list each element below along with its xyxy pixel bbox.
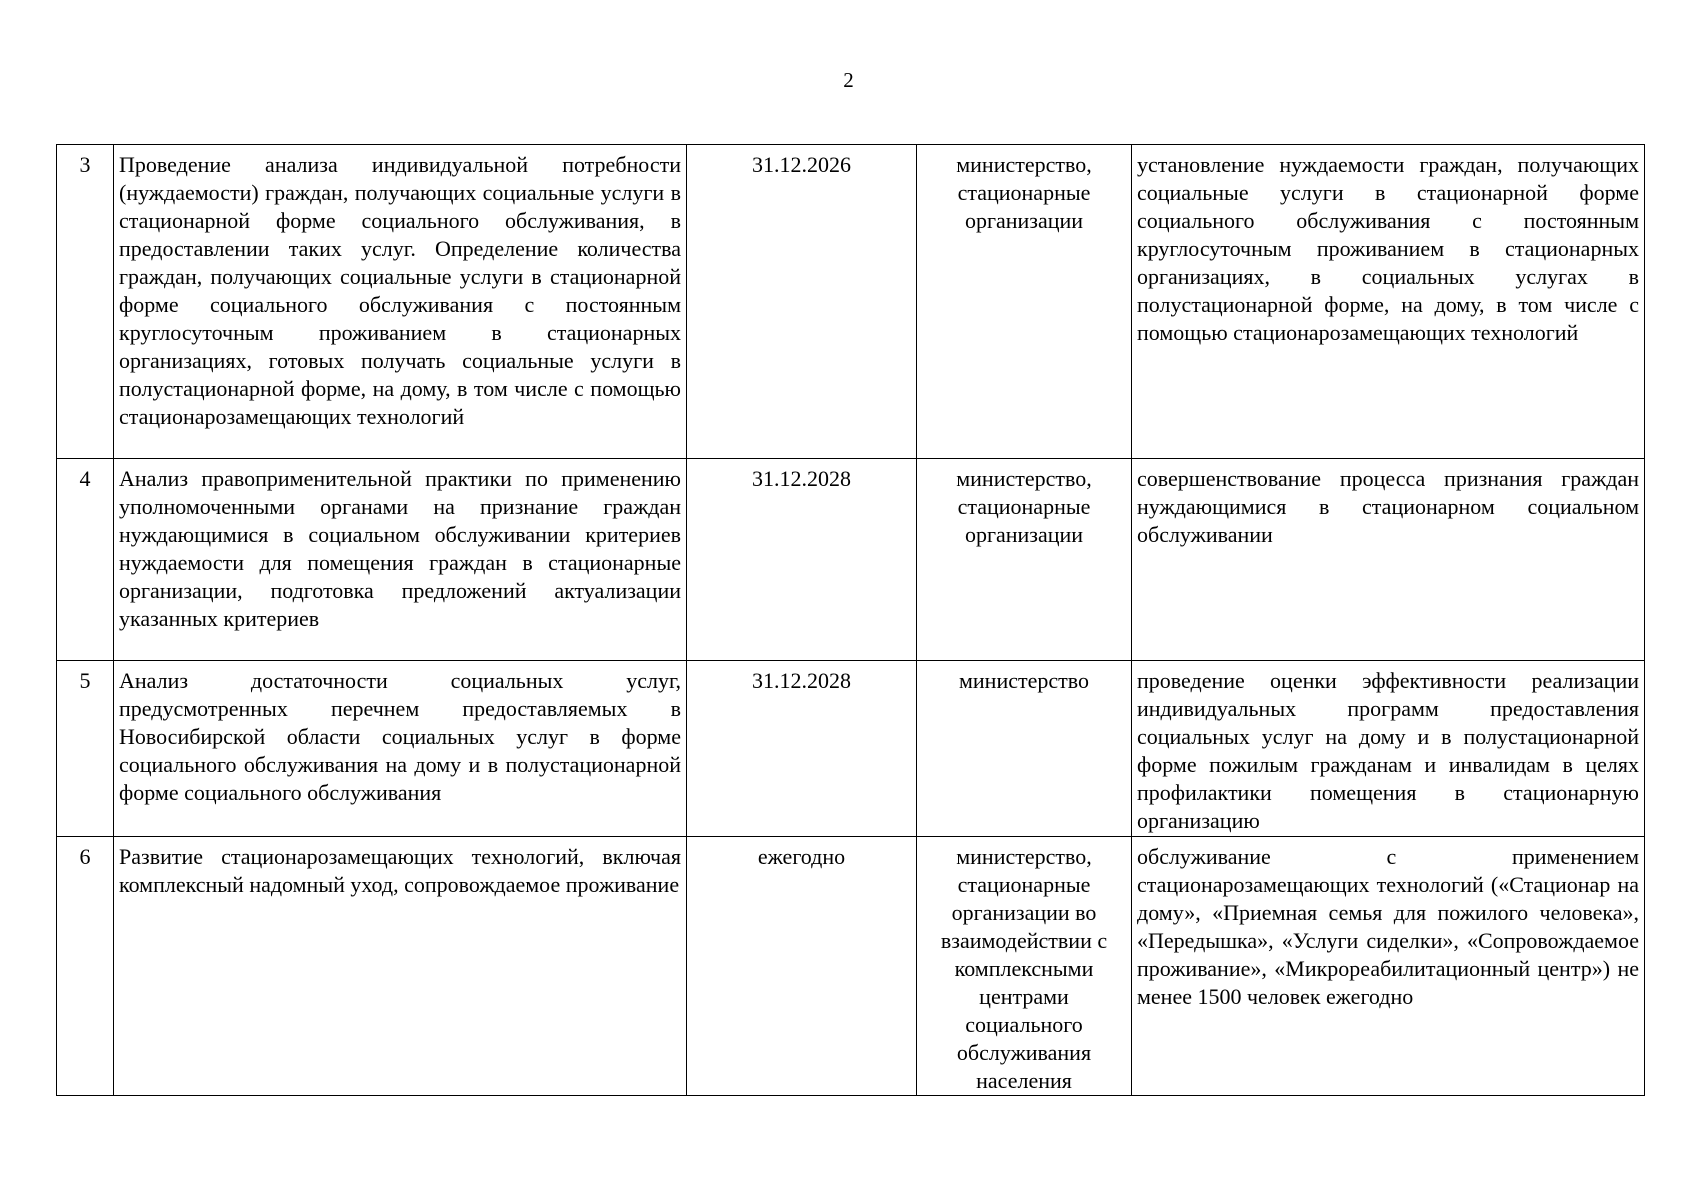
page-number: 2	[843, 68, 854, 92]
measures-table	[56, 144, 1645, 1096]
deadline-cell: 31.12.2028	[687, 459, 917, 661]
responsible-cell: министерство	[917, 661, 1132, 837]
action-cell: Проведение анализа индивидуальной потребности (нуждаемости) граждан, получающих социальные услуги в стационарной форме социального обслуживания, в предоставлении таких услуг. Определение количества граждан, получающих социальные услуги в стационарной форме социального обслуживания с постоянным круглосуточным проживанием в стационарных организациях, готовых получать социальные услуги в полустационарной форме, на дому, в том числе с помощью стационарозамещающих технологий	[114, 145, 687, 459]
row-number: 3	[57, 145, 114, 459]
table-row	[57, 145, 1645, 459]
action-cell: Анализ достаточности социальных услуг, предусмотренных перечнем предоставляемых в Новосибирской области социальных услуг в форме социального обслуживания на дому и в полустационарной форме социального обслуживания	[114, 661, 687, 837]
deadline-cell: 31.12.2026	[687, 145, 917, 459]
deadline-cell: ежегодно	[687, 837, 917, 1096]
result-cell: установление нуждаемости граждан, получающих социальные услуги в стационарной форме социального обслуживания с постоянным круглосуточным проживанием в стационарных организациях, в социальных услугах в полустационарной форме, на дому, в том числе с помощью стационарозамещающих технологий	[1132, 145, 1645, 459]
table-row	[57, 661, 1645, 837]
table-row	[57, 459, 1645, 661]
result-cell: обслуживание с применением стационарозамещающих технологий («Стационар на дому», «Приемная семья для пожилого человека», «Передышка», «Услуги сиделки», «Сопровождаемое проживание», «Микрореабилитационный центр») не менее 1500 человек ежегодно	[1132, 837, 1645, 1096]
responsible-cell: министерство, стационарные организации во взаимодействии с комплексными центрами социального обслуживания населения	[917, 837, 1132, 1096]
row-number: 6	[57, 837, 114, 1096]
row-number: 5	[57, 661, 114, 837]
responsible-cell: министерство, стационарные организации	[917, 459, 1132, 661]
responsible-cell: министерство, стационарные организации	[917, 145, 1132, 459]
result-cell: проведение оценки эффективности реализации индивидуальных программ предоставления социальных услуг на дому и в полустационарной форме пожилым гражданам и инвалидам в целях профилактики помещения в стационарную организацию	[1132, 661, 1645, 837]
row-number: 4	[57, 459, 114, 661]
action-cell: Анализ правоприменительной практики по применению уполномоченными органами на признание граждан нуждающимися в социальном обслуживании критериев нуждаемости для помещения граждан в стационарные организации, подготовка предложений актуализации указанных критериев	[114, 459, 687, 661]
deadline-cell: 31.12.2028	[687, 661, 917, 837]
result-cell: совершенствование процесса признания граждан нуждающимися в стационарном социальном обслуживании	[1132, 459, 1645, 661]
table-row	[57, 837, 1645, 1096]
action-cell: Развитие стационарозамещающих технологий, включая комплексный надомный уход, сопровождаемое проживание	[114, 837, 687, 1096]
